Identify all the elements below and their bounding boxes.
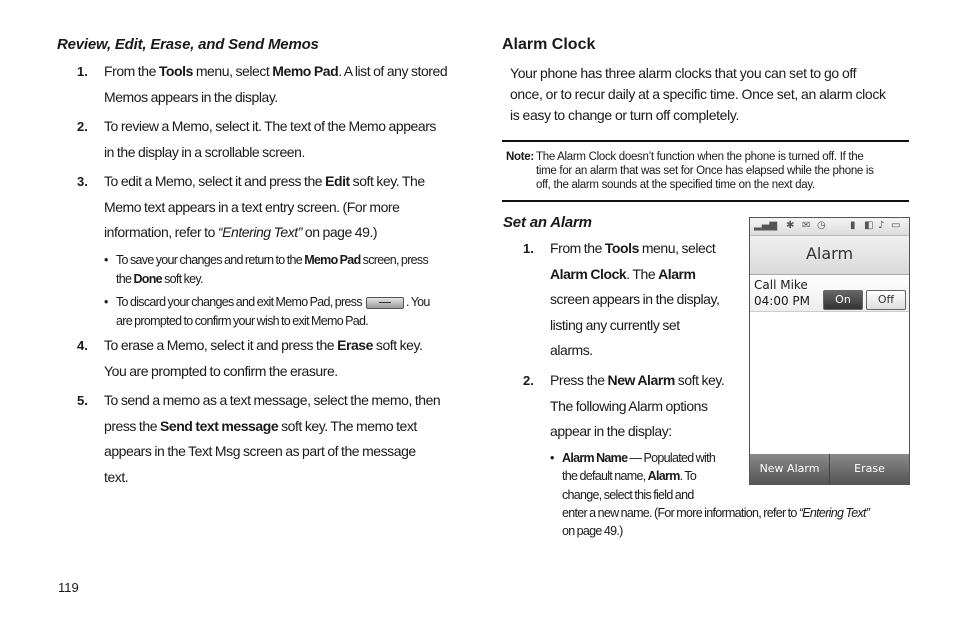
- phone-status-bar: [750, 218, 909, 236]
- battery-icon: ▭: [891, 220, 901, 231]
- step-number: 1.: [523, 241, 534, 256]
- step-line: To edit a Memo, select it and press the Edit soft key. The: [104, 173, 425, 189]
- bullet-dot: •: [550, 451, 554, 465]
- set-alarm-step-2: Press the New Alarm soft key. The following Alarm options appear in the display:: [550, 372, 725, 439]
- memo-step-2-text: [104, 114, 474, 165]
- speaker-icon: ◧: [864, 220, 874, 231]
- step-number: 2.: [77, 119, 88, 134]
- set-alarm-step-1: From the Tools menu, select Alarm Clock. The Alarm screen appears in the display, listing any currently set alarms.: [550, 240, 720, 358]
- memory-card-icon: ▮: [850, 220, 856, 231]
- step-number: 5.: [77, 393, 88, 408]
- new-alarm-softkey[interactable]: New Alarm: [759, 462, 820, 475]
- bullet-save-changes: • To save your changes and return to the Memo Pad screen, press the Done soft key.: [104, 253, 429, 286]
- step-line: Memos appears in the display.: [104, 88, 278, 105]
- bullet-dot: •: [104, 253, 108, 267]
- memo-step-5-text: [104, 388, 474, 490]
- alarm-list-item[interactable]: [750, 275, 909, 312]
- alarm-name: Call Mike: [754, 278, 808, 292]
- bullet-dot: •: [104, 295, 108, 309]
- phone-title-bar: [750, 236, 909, 275]
- alarm-intro: Your phone has three alarm clocks that you can set to go off once, or to recur daily at a specific time. Once set, an alarm clock is easy to change or turn off completely.: [510, 65, 886, 123]
- signal-icon: ▂▄▆: [754, 220, 778, 231]
- message-icon: ✉: [802, 220, 811, 231]
- step-number: 2.: [523, 373, 534, 388]
- subheading-set-alarm: Set an Alarm: [503, 214, 592, 231]
- step-number: 1.: [77, 64, 88, 79]
- note-text: The Alarm Clock doesn’t function when the phone is turned off. If the time for an alarm that was set for Once has elapsed while the phone is off, the alarm sounds at the specified time on the next day.: [536, 151, 874, 191]
- note-label: Note:: [506, 151, 534, 163]
- step-line: To send a memo as a text message, select the memo, then: [104, 392, 441, 408]
- step-number: 4.: [77, 338, 88, 353]
- bullet-discard-changes: • To discard your changes and exit Memo Pad, press . You are prompted to confirm your wish to exit Memo Pad.: [104, 295, 430, 328]
- section-heading-alarm-clock: Alarm Clock: [502, 36, 596, 53]
- step-line: press the Send text message soft key. The memo text: [104, 417, 417, 434]
- step-line: You are prompted to confirm the erasure.: [104, 362, 338, 379]
- step-line: To erase a Memo, select it and press the Erase soft key.: [104, 337, 423, 353]
- step-line: From the Tools menu, select Memo Pad. A list of any stored: [104, 63, 448, 79]
- memo-step-1-text: [104, 59, 474, 110]
- note-top-rule: [502, 140, 909, 142]
- memo-step-3-text: [104, 169, 474, 246]
- step-line: in the display in a scrollable screen.: [104, 143, 305, 160]
- page-number: 119: [58, 580, 79, 595]
- step-line: text.: [104, 468, 129, 485]
- phone-softkeys: [750, 454, 909, 484]
- step-line: To review a Memo, select it. The text of the Memo appears: [104, 118, 436, 134]
- note-bottom-rule: [502, 200, 909, 202]
- soft-key-icon: [366, 297, 404, 309]
- section-heading-memos: Review, Edit, Erase, and Send Memos: [57, 36, 319, 53]
- phone-screen-title: Alarm: [805, 244, 854, 263]
- clock-icon: ◷: [817, 220, 826, 231]
- bullet-alarm-name: • Alarm Name — Populated with the default name, Alarm. To change, select this field and enter a new name. (For more information, refer to “Entering Text” on page 49.): [550, 451, 870, 539]
- bluetooth-icon: ✱: [786, 220, 795, 231]
- step-line: information, refer to “Entering Text” on page 49.): [104, 224, 378, 240]
- music-icon: ♪: [878, 220, 885, 231]
- alarm-on-button[interactable]: On: [823, 290, 863, 310]
- alarm-off-button[interactable]: Off: [866, 290, 906, 310]
- phone-screenshot: [749, 217, 910, 485]
- memo-step-4-text: [104, 333, 474, 384]
- alarm-time: 04:00 PM: [754, 294, 810, 308]
- step-line: Memo text appears in a text entry screen. (For more: [104, 198, 400, 215]
- step-line: appears in the Text Msg screen as part of the message: [104, 443, 416, 459]
- erase-softkey[interactable]: Erase: [829, 454, 909, 484]
- step-number: 3.: [77, 174, 88, 189]
